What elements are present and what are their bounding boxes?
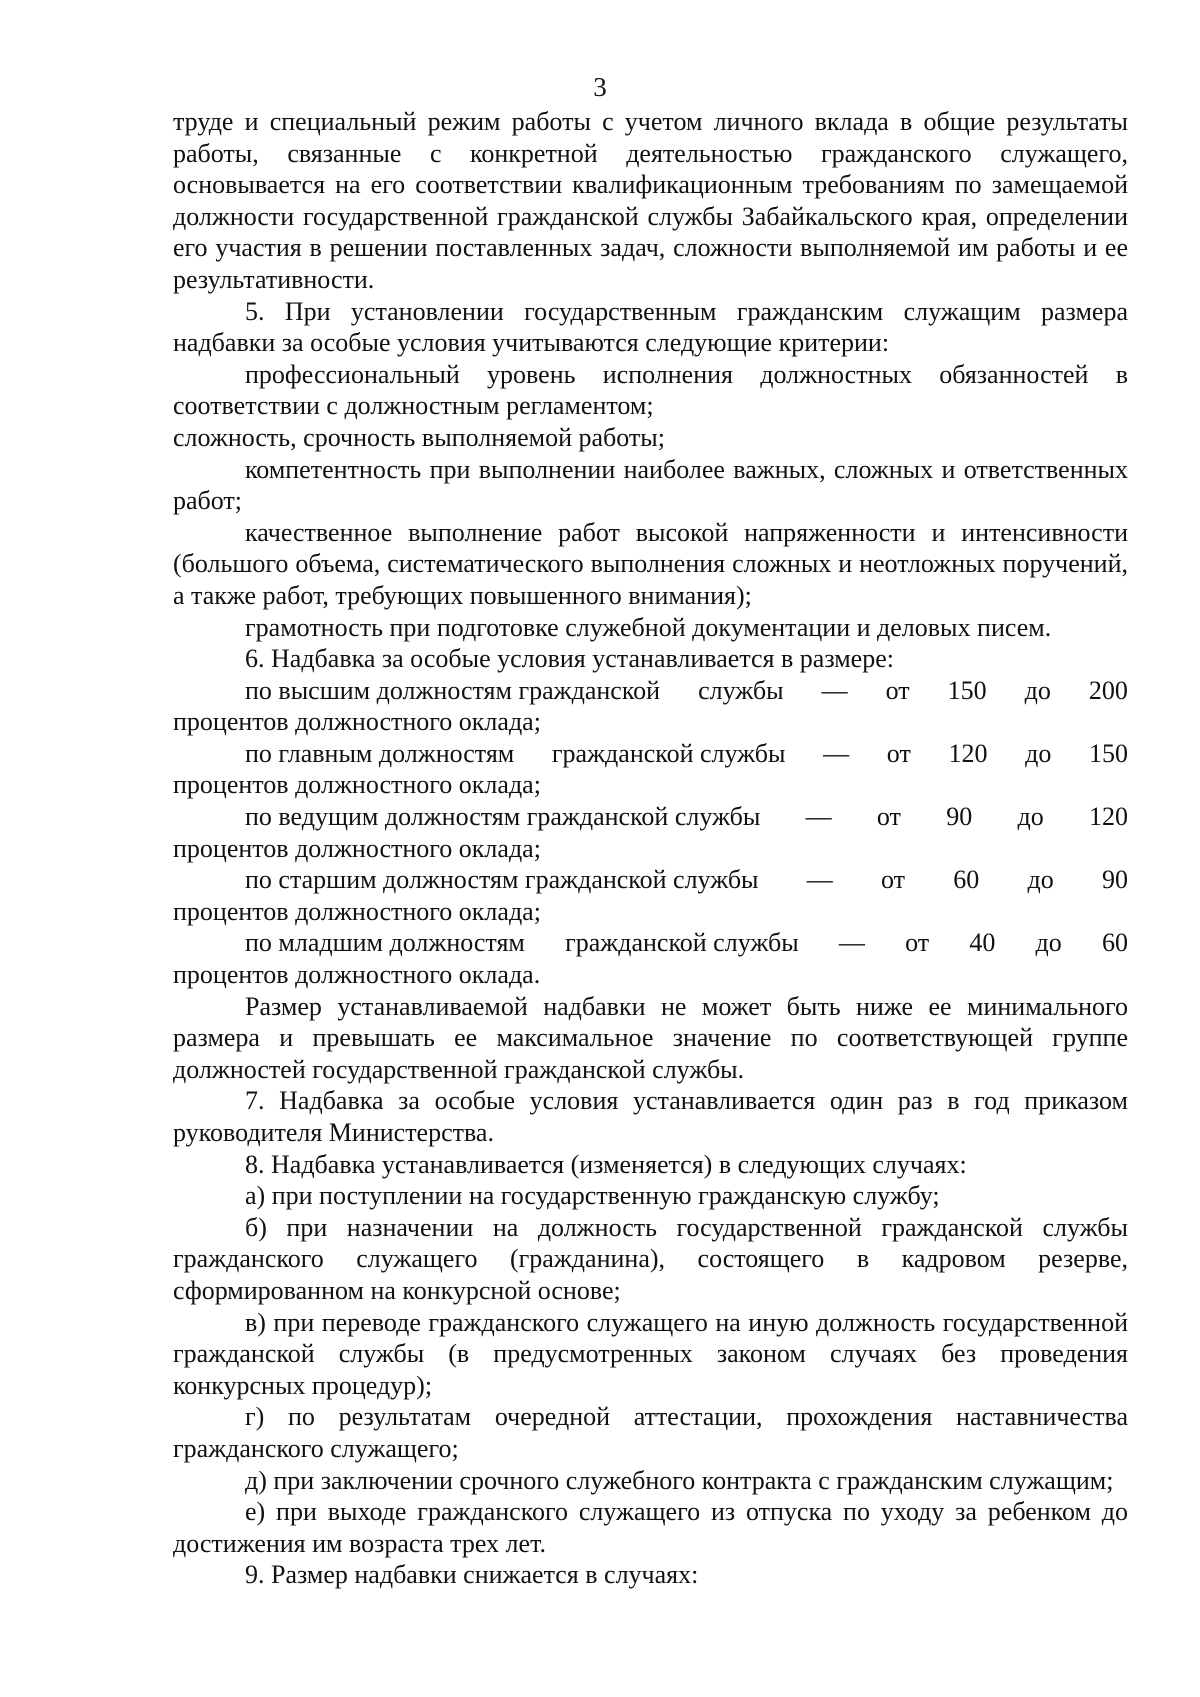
paragraph-8-v: в) при переводе гражданского служащего на иную должность государственной гражданской службы (в предусмотренных законом случаях без проведения конкурсных процедур); xyxy=(173,1307,1128,1400)
paragraph-size-limits: Размер устанавливаемой надбавки не может быть ниже ее минимального размера и превышать ее максимальное значение по соответствующей группе должностей государственной гражданской службы. xyxy=(173,991,1128,1084)
rate-to-word: до xyxy=(1025,738,1052,768)
criterion-5: грамотность при подготовке служебной документации и деловых писем. xyxy=(245,612,1052,642)
rate-dash: — xyxy=(805,802,832,832)
rate-service: гражданской службы xyxy=(551,738,786,768)
rate-from: 90 xyxy=(946,802,973,832)
rate-to: 90 xyxy=(1101,865,1128,895)
rate-service: службы xyxy=(698,675,784,705)
rate-from: 150 xyxy=(947,675,987,705)
paragraph-8-d: д) при заключении срочного служебного контракта с гражданским служащим; xyxy=(245,1465,1114,1495)
rate-from: 60 xyxy=(953,865,980,895)
rate-dash: — xyxy=(806,865,833,895)
paragraph-6: 6. Надбавка за особые условия устанавливается в размере: xyxy=(245,644,894,674)
rate-suffix: процентов должностного оклада; xyxy=(173,896,541,926)
rate-to-word: до xyxy=(1024,675,1051,705)
rate-item-leading xyxy=(173,801,1128,864)
rate-to-word: до xyxy=(1035,928,1062,958)
rate-suffix: процентов должностного оклада; xyxy=(173,770,541,800)
rate-to: 60 xyxy=(1101,928,1128,958)
rate-to-word: до xyxy=(1017,802,1044,832)
paragraph-8-b: б) при назначении на должность государственной гражданской службы гражданского служащего (гражданина), состоящего в кадровом резерве, сформированном на конкурсной основе; xyxy=(173,1212,1128,1305)
rate-suffix: процентов должностного оклада; xyxy=(173,833,541,863)
rate-item-senior xyxy=(173,864,1128,927)
rate-to-word: до xyxy=(1027,865,1054,895)
rate-dash: — xyxy=(821,675,848,705)
rate-service: гражданской службы xyxy=(565,928,799,958)
paragraph-8-g: г) по результатам очередной аттестации, прохождения наставничества гражданского служащего; xyxy=(173,1402,1128,1463)
paragraph-8-e: е) при выходе гражданского служащего из отпуска по уходу за ребенком до достижения им возраста трех лет. xyxy=(173,1497,1128,1558)
rate-from-word: от xyxy=(876,802,901,832)
rate-group: по младшим должностям xyxy=(245,928,525,958)
rate-group: по старшим должностям гражданской службы xyxy=(245,865,759,895)
rate-from: 40 xyxy=(969,928,996,958)
paragraph-8-a: а) при поступлении на государственную гражданскую службу; xyxy=(245,1181,940,1211)
rate-suffix: процентов должностного оклада. xyxy=(173,960,541,990)
paragraph-5: 5. При установлении государственным гражданским служащим размера надбавки за особые условия учитываются следующие критерии: xyxy=(173,296,1128,358)
document-body xyxy=(173,106,1128,1591)
rate-to: 200 xyxy=(1088,675,1128,705)
rate-group: по высшим должностям гражданской xyxy=(245,675,661,705)
rate-from-word: от xyxy=(905,928,930,958)
rate-item-junior xyxy=(173,927,1128,990)
rate-from-word: от xyxy=(886,738,911,768)
rate-from: 120 xyxy=(948,738,988,768)
paragraph-9: 9. Размер надбавки снижается в случаях: xyxy=(245,1560,699,1590)
rate-to: 120 xyxy=(1089,802,1128,832)
rate-item-highest xyxy=(173,675,1128,738)
rate-from-word: от xyxy=(881,865,906,895)
rate-from-word: от xyxy=(885,675,910,705)
paragraph-8: 8. Надбавка устанавливается (изменяется) в следующих случаях: xyxy=(245,1149,967,1179)
page-number: 3 xyxy=(593,72,607,102)
criterion-2: сложность, срочность выполняемой работы; xyxy=(173,422,665,452)
rate-group: по ведущим должностям гражданской службы xyxy=(245,802,761,832)
rate-group: по главным должностям xyxy=(245,738,515,768)
paragraph-7: 7. Надбавка за особые условия устанавливается один раз в год приказом руководителя Министерства. xyxy=(173,1086,1128,1147)
criterion-1: профессиональный уровень исполнения должностных обязанностей в соответствии с должностным регламентом; xyxy=(173,359,1128,421)
rate-suffix: процентов должностного оклада; xyxy=(173,707,541,737)
paragraph-continuation: труде и специальный режим работы с учетом личного вклада в общие результаты работы, связанные с конкретной деятельностью гражданского служащего, основывается на его соответствии квалификационным требованиям по замещаемой должности государственной гражданской службы Забайкальского края, определении его участия в решении поставленных задач, сложности выполняемой им работы и ее результативности. xyxy=(173,107,1128,294)
criterion-4: качественное выполнение работ высокой напряженности и интенсивности (большого объема, систематического выполнения сложных и неотложных поручений, а также работ, требующих повышенного внимания); xyxy=(173,517,1128,610)
rate-dash: — xyxy=(823,738,850,768)
rate-dash: — xyxy=(838,928,865,958)
rate-item-main xyxy=(173,738,1128,801)
rate-to: 150 xyxy=(1088,738,1128,768)
criterion-3: компетентность при выполнении наиболее важных, сложных и ответственных работ; xyxy=(173,454,1128,516)
